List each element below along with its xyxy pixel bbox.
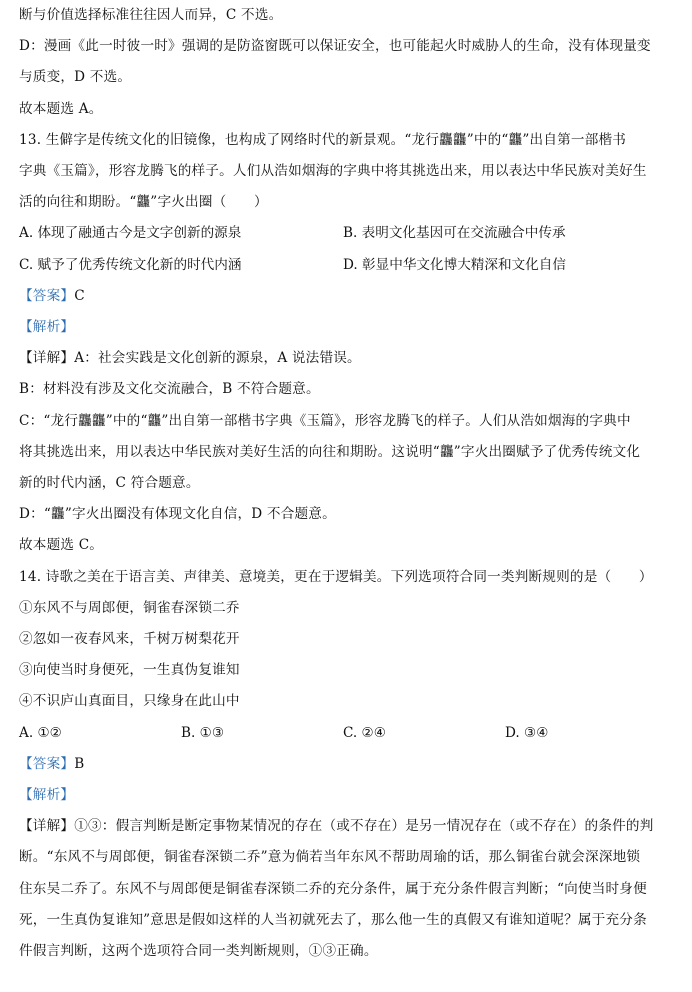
answer-value: B bbox=[74, 755, 85, 772]
question-13-stem: 13. 生僻字是传统文化的旧镜像，也构成了网络时代的新景观。“龙行龘龘”中的“龘”出自第一部楷书 bbox=[19, 131, 627, 148]
detail-text: A：社会实践是文化创新的源泉，A 说法错误。 bbox=[74, 350, 361, 367]
poem-item: ③向使当时身便死，一生真伪复谁知 bbox=[19, 662, 240, 679]
answer-tag: 【答案】 bbox=[19, 287, 75, 304]
text-line: 件假言判断，这两个选项符合同一类判断规则，①③正确。 bbox=[19, 943, 378, 960]
detail-tag: 【详解】 bbox=[19, 350, 75, 367]
analysis-tag: 【解析】 bbox=[19, 319, 75, 336]
text-line: B：材料没有涉及文化交流融合，B 不符合题意。 bbox=[19, 381, 320, 398]
detail-line bbox=[19, 343, 672, 374]
text-line: C：“龙行龘龘”中的“龘”出自第一部楷书字典《玉篇》，形容龙腾飞的样子。人们从浩如烟海的字典中 bbox=[19, 412, 631, 429]
answer-tag: 【答案】 bbox=[19, 755, 75, 772]
question-14-stem: 14. 诗歌之美在于语言美、声律美、意境美，更在于逻辑美。下列选项符合同一类判断规则的是（ ） bbox=[19, 568, 653, 585]
text-line: D：漫画《此一时彼一时》强调的是防盗窗既可以保证安全，也可能起火时威胁人的生命，没有体现量变 bbox=[19, 38, 651, 55]
detail-tag: 【详解】 bbox=[19, 818, 75, 835]
answer-value: C bbox=[74, 287, 85, 304]
question-13-stem: 字典《玉篇》，形容龙腾飞的样子。人们从浩如烟海的字典中将其挑选出来，用以表达中华民族对美好生 bbox=[19, 163, 647, 180]
poem-item: ②忽如一夜春风来，千树万树梨花开 bbox=[19, 631, 240, 648]
answer-line bbox=[19, 281, 672, 312]
detail-text: ①③：假言判断是断定事物某情况的存在（或不存在）是另一情况存在（或不存在）的条件的判 bbox=[74, 818, 654, 835]
poem-item: ①东风不与周郎便，铜雀春深锁二乔 bbox=[19, 599, 240, 616]
option-c: C. 赋予了优秀传统文化新的时代内涵 bbox=[19, 256, 242, 273]
option-d: D. ③④ bbox=[505, 724, 549, 741]
text-line: 故本题选 A。 bbox=[19, 100, 103, 117]
answer-line bbox=[19, 749, 672, 780]
option-c: C. ②④ bbox=[343, 724, 386, 741]
analysis-line bbox=[19, 780, 672, 811]
question-13-options-row bbox=[19, 250, 672, 281]
text-line: 断与价值选择标准往往因人而异，C 不选。 bbox=[19, 7, 283, 23]
text-line: 死，一生真伪复谁知”意思是假如这样的人当初就死去了，那么他一生的真假又有谁知道呢？属于充分条 bbox=[19, 911, 647, 928]
text-line: 将其挑选出来，用以表达中华民族对美好生活的向往和期盼。这说明“龘”字火出圈赋予了优秀传统文化 bbox=[19, 443, 641, 460]
text-line: 新的时代内涵，C 符合题意。 bbox=[19, 475, 200, 492]
option-a: A. 体现了融通古今是文字创新的源泉 bbox=[19, 225, 242, 242]
text-line: 住东吴二乔了。东风不与周郎便是铜雀春深锁二乔的充分条件，属于充分条件假言判断；“向使当时身便 bbox=[19, 880, 647, 897]
option-d: D. 彰显中华文化博大精深和文化自信 bbox=[343, 256, 566, 273]
question-14-options-row bbox=[19, 718, 672, 749]
option-b: B. 表明文化基因可在交流融合中传承 bbox=[343, 225, 566, 242]
analysis-tag: 【解析】 bbox=[19, 787, 75, 804]
analysis-line bbox=[19, 312, 672, 343]
option-a: A. ①② bbox=[19, 724, 62, 741]
text-line: 断。“东风不与周郎便，铜雀春深锁二乔”意为倘若当年东风不帮助周瑜的话，那么铜雀台就会深深地锁 bbox=[19, 849, 641, 866]
text-line: D：“龘”字火出圈没有体现文化自信，D 不合题意。 bbox=[19, 506, 336, 523]
poem-item: ④不识庐山真面目，只缘身在此山中 bbox=[19, 693, 240, 710]
question-13-options-row bbox=[19, 218, 672, 249]
text-line: 故本题选 C。 bbox=[19, 537, 104, 554]
detail-line bbox=[19, 811, 672, 842]
text-line: 与质变，D 不选。 bbox=[19, 69, 132, 86]
option-b: B. ①③ bbox=[181, 724, 225, 741]
question-13-stem: 活的向往和期盼。“龘”字火出圈（ ） bbox=[19, 194, 268, 211]
